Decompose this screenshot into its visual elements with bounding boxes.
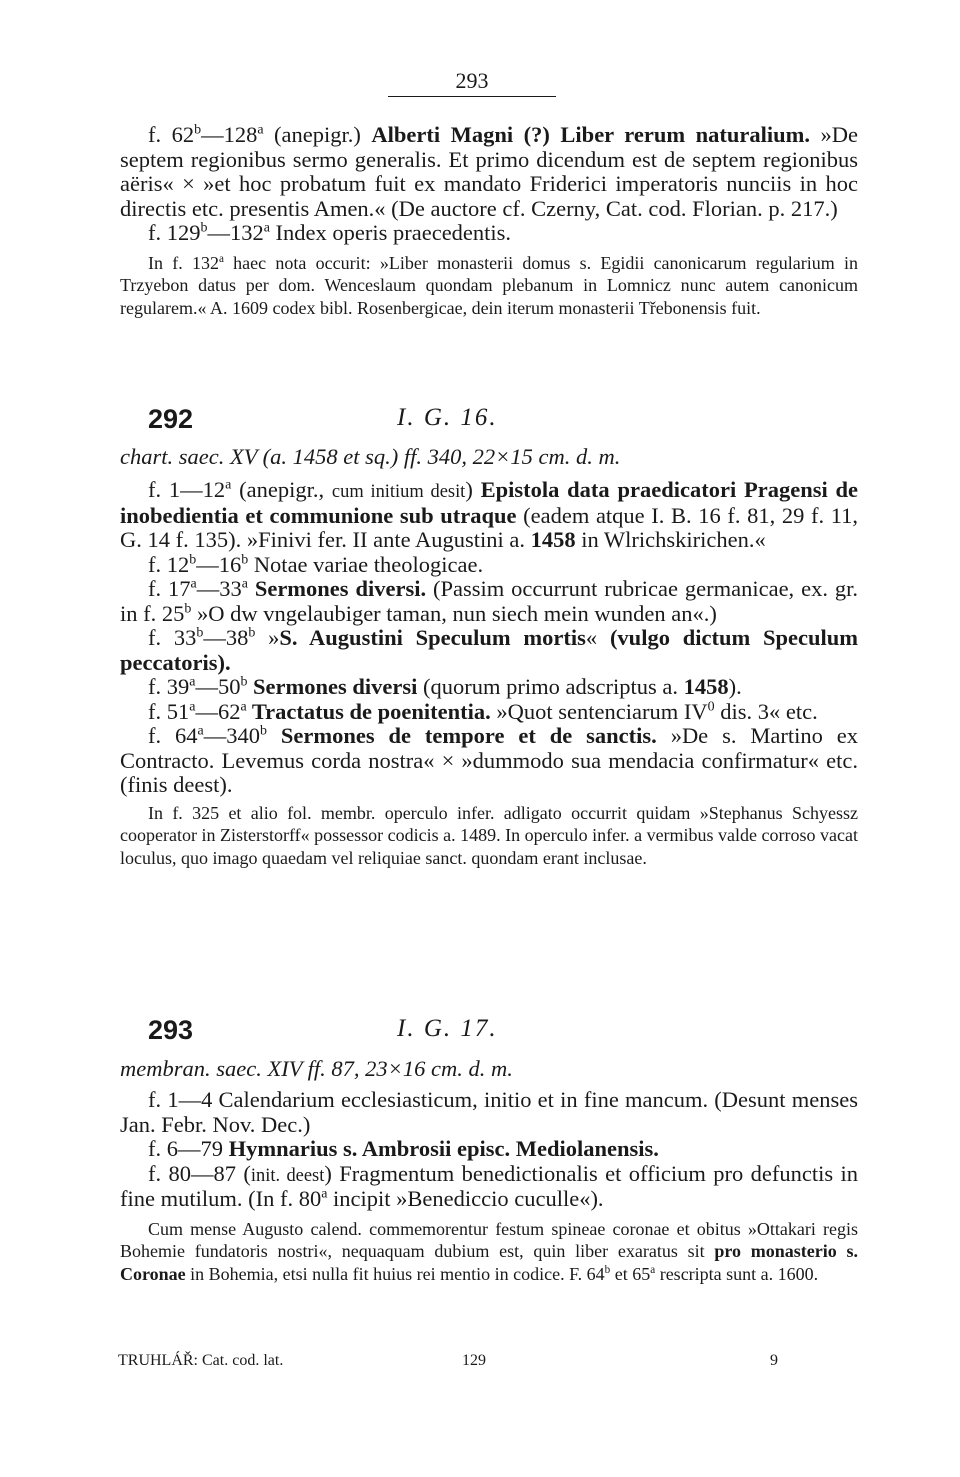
entry-292-body xyxy=(120,478,858,870)
entry-292-shelfmark: I. G. 16. xyxy=(397,404,498,431)
work-title: Alberti Magni (?) Liber rerum naturalium. xyxy=(371,122,810,147)
prev-entry-note: In f. 132$^a$ haec nota occurit: »Liber monasterii domus s. Egidii canonicarum regularium in Trzyebon datus per dom. Wenceslaum quondam plebanum in Lomnicz nunc autem canonicum regularem.« A. 1609 codex bibl. Rosenbergicae, dein iterum monasterii Třebonensis fuit. xyxy=(120,252,858,319)
entry-292-number: 292 xyxy=(148,404,194,434)
entry-292-item-5: f. 39$^a$—50$^b$ Sermones diversi (quorum primo adscriptus a. 1458). xyxy=(148,674,742,699)
entry-292-item-3: f. 17$^a$—33$^a$ Sermones diversi. (Passim occurrunt rubricae germanicae, ex. gr. in f. 25$^b$ »O dw vngelaubiger taman, nun siech mein wunden an«.) xyxy=(120,576,858,626)
entry-292-description: chart. saec. XV (a. 1458 et sq.) ff. 340, 22×15 cm. d. m. xyxy=(120,444,621,469)
footer-catalog-ref: TRUHLÁŘ: Cat. cod. lat. xyxy=(118,1352,284,1369)
prev-entry xyxy=(120,123,858,320)
prev-entry-item-1: f. 62$^b$—128$^a$ (anepigr.) Alberti Magni (?) Liber rerum naturalium. »De septem regionibus sermo generalis. Et primo dicendum est de septem regionibus aëris« × »et hoc probatum fuit ex mandato Friderici imperatoris nunciis in hoc directis etc. presentis Amen.« (De auctore cf. Czerny, Cat. cod. Florian. p. 217.) xyxy=(120,122,858,221)
entry-293-number: 293 xyxy=(148,1015,194,1045)
entry-293-item-3: f. 80—87 (init. deest) Fragmentum benedictionalis et officium pro defunctis in fine mutilum. (In f. 80$^a$ incipit »Benediccio cuculle«). xyxy=(120,1160,858,1211)
entry-292-item-4: f. 33$^b$—38$^b$ »S. Augustini Speculum mortis« (vulgo dictum Speculum peccatoris). xyxy=(120,625,859,675)
entry-292-item-6: f. 51$^a$—62$^a$ Tractatus de poenitentia. »Quot sentenciarum $IV^0$ dis. 3« etc. xyxy=(148,698,818,724)
entry-292-note: In f. 325 et alio fol. membr. operculo infer. adligato occurrit quidam »Stephanus Schyessz cooperator in Zisterstorff« possessor codicis a. 1489. In operculo infer. a vermibus valde corroso vacat loculus, quo imago quaedam vel reliquiae sanct. quondam erant inclusae. xyxy=(120,802,858,869)
entry-293-item-2: f. 6—79 Hymnarius s. Ambrosii episc. Mediolanensis. xyxy=(148,1136,659,1161)
footer-sheet-number: 129 xyxy=(462,1352,486,1369)
entry-292-item-2: f. 12$^b$—16$^b$ Notae variae theologicae. xyxy=(148,551,484,577)
entry-293-note: Cum mense Augusto calend. commemorentur festum spineae coronae et obitus »Ottakari regis Bohemie fundatoris nostri«, nequaquam dubium est, quin liber exaratus sit pro monasterio s. Coronae in Bohemia, etsi nulla fit huius rei mentio in codice. F. 64$^b$ et 65$^a$ rescripta sunt a. 1600. xyxy=(120,1218,858,1285)
entry-293-description: membran. saec. XIV ff. 87, 23×16 cm. d. m. xyxy=(120,1056,513,1081)
entry-293-shelfmark: I. G. 17. xyxy=(397,1015,498,1042)
entry-293-item-1: f. 1—4 Calendarium ecclesiasticum, initio et in fine mancum. (Desunt menses Jan. Febr. Nov. Dec.) xyxy=(120,1087,858,1137)
prev-entry-item-2: f. 129$^b$—132$^a$ Index operis praecedentis. xyxy=(148,220,512,245)
page-number: 293 xyxy=(388,68,556,97)
entry-292-item-1: f. 1—12$^a$ (anepigr., cum initium desit) Epistola data praedicatori Pragensi de inobedientia et communione sub utraque (eadem atque I. B. 16 f. 81, 29 f. 11, G. 14 f. 135). »Finivi fer. II ante Augustini a. 1458 in Wlrichskirichen.« xyxy=(120,477,859,552)
entry-293-body xyxy=(120,1088,858,1286)
footer-signature: 9 xyxy=(770,1352,778,1369)
entry-292-item-7: f. 64$^a$—340$^b$ Sermones de tempore et de sanctis. »De s. Martino ex Contracto. Levemus corda nostra« × »dummodo sua mendacia confirmatur« etc. (finis deest). xyxy=(120,723,858,797)
